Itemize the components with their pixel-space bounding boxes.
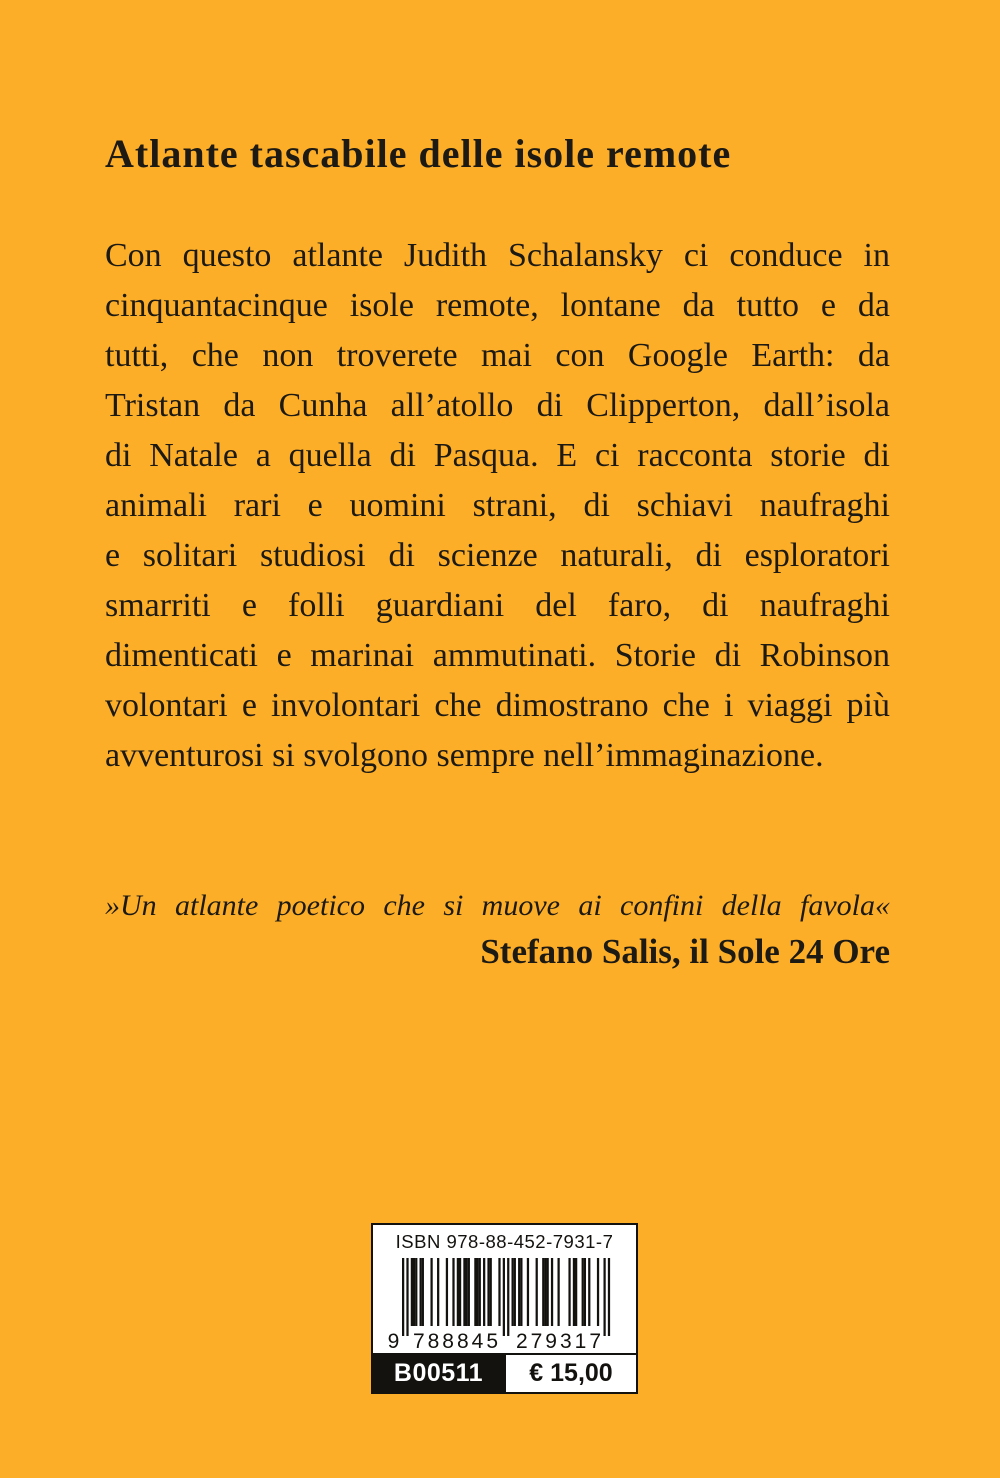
barcode-digits-left: 788845 (412, 1330, 502, 1350)
body-line: tutti, che non troverete mai con Google Earth: da (105, 337, 890, 374)
body-line: dimenticati e marinai ammutinati. Storie di Robinson (105, 637, 890, 674)
price-label: € 15,00 (504, 1355, 636, 1392)
body-line: smarriti e folli guardiani del faro, di naufraghi (105, 587, 890, 624)
body-line: Con questo atlante Judith Schalansky ci conduce in (105, 237, 890, 274)
body-line: di Natale a quella di Pasqua. E ci racconta storie di (105, 437, 890, 474)
book-title: Atlante tascabile delle isole remote (105, 131, 732, 176)
body-line: volontari e involontari che dimostrano che i viaggi più (105, 687, 890, 724)
barcode-bars (402, 1258, 610, 1336)
review-quote: »Un atlante poetico che si muove ai confini della favola« (105, 889, 890, 922)
product-code-badge: B00511 (373, 1355, 504, 1392)
barcode-bottom-row (373, 1353, 636, 1392)
ean13-barcode (373, 1258, 636, 1350)
barcode-digit-first: 9 (387, 1330, 403, 1350)
body-line: avventurosi si svolgono sempre nell’immaginazione. (105, 737, 824, 774)
barcode-panel (371, 1223, 638, 1394)
body-line: cinquantacinque isole remote, lontane da tutto e da (105, 287, 890, 324)
review-attribution: Stefano Salis, il Sole 24 Ore (480, 932, 890, 971)
body-line: e solitari studiosi di scienze naturali, di esploratori (105, 537, 890, 574)
body-line: Tristan da Cunha all’atollo di Clipperton, dall’isola (105, 387, 890, 424)
barcode-digits-right: 279317 (515, 1330, 605, 1350)
body-text (105, 231, 890, 781)
isbn-label: ISBN 978-88-452-7931-7 (395, 1231, 614, 1252)
body-line: animali rari e uomini strani, di schiavi naufraghi (105, 487, 890, 524)
